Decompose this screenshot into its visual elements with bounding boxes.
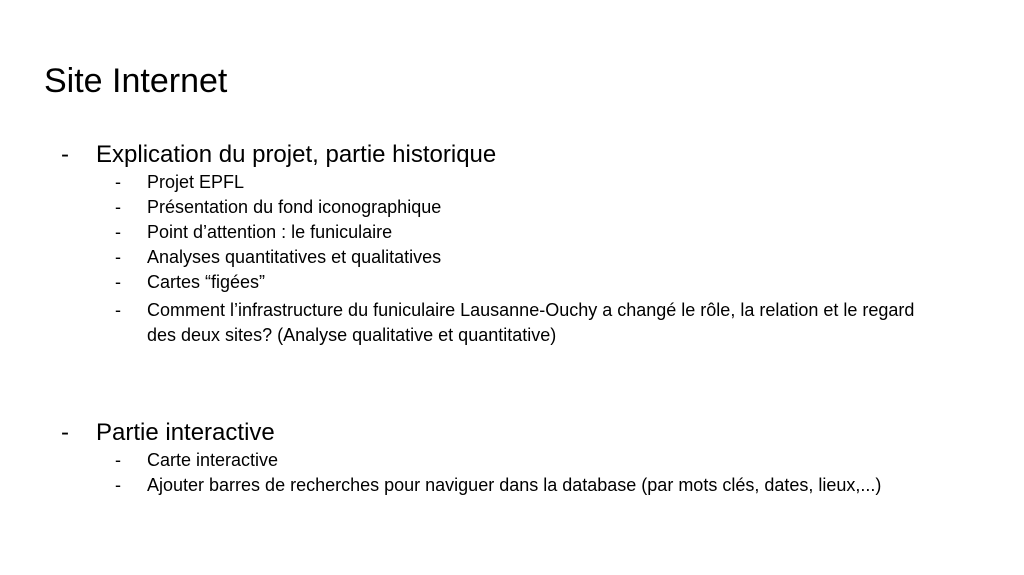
bullet-dash: - xyxy=(115,197,121,217)
bullet-dash: - xyxy=(115,450,121,470)
section-interactive xyxy=(0,418,1024,498)
list-item xyxy=(0,270,1024,295)
list-item-text: Cartes “figées” xyxy=(147,272,266,292)
bullet-dash: - xyxy=(115,475,121,495)
slide-title: Site Internet xyxy=(44,62,228,100)
section-historique xyxy=(0,140,1024,348)
list-item-text: Projet EPFL xyxy=(147,172,245,192)
list-item xyxy=(0,245,1024,270)
section-heading-row xyxy=(0,140,1024,170)
list-item xyxy=(0,170,1024,195)
list-item xyxy=(0,473,1024,498)
list-item-text: Carte interactive xyxy=(147,450,279,470)
list-item-text: Ajouter barres de recherches pour naviguer dans la database (par mots clés, dates, lieux,...) xyxy=(147,475,882,495)
bullet-dash: - xyxy=(115,272,121,292)
list-item xyxy=(0,195,1024,220)
list-item-text: Point d’attention : le funiculaire xyxy=(147,222,393,242)
list-item-text: Analyses quantitatives et qualitatives xyxy=(147,247,442,267)
bullet-dash: - xyxy=(115,172,121,192)
list-item-text: Présentation du fond iconographique xyxy=(147,197,442,217)
section-heading-row xyxy=(0,418,1024,448)
bullet-dash: - xyxy=(115,300,121,320)
bullet-dash: - xyxy=(115,247,121,267)
bullet-dash: - xyxy=(61,141,69,168)
list-item xyxy=(0,220,1024,245)
section-heading: Partie interactive xyxy=(96,419,275,446)
bullet-dash: - xyxy=(115,222,121,242)
list-item-text: Comment l’infrastructure du funiculaire Lausanne-Ouchy a changé le rôle, la relation et le regard des deux sites? (Analyse qualitative et quantitative) xyxy=(147,300,915,345)
list-item xyxy=(0,448,1024,473)
bullet-dash: - xyxy=(61,419,69,446)
section-heading: Explication du projet, partie historique xyxy=(96,141,497,168)
list-item xyxy=(0,298,1024,348)
